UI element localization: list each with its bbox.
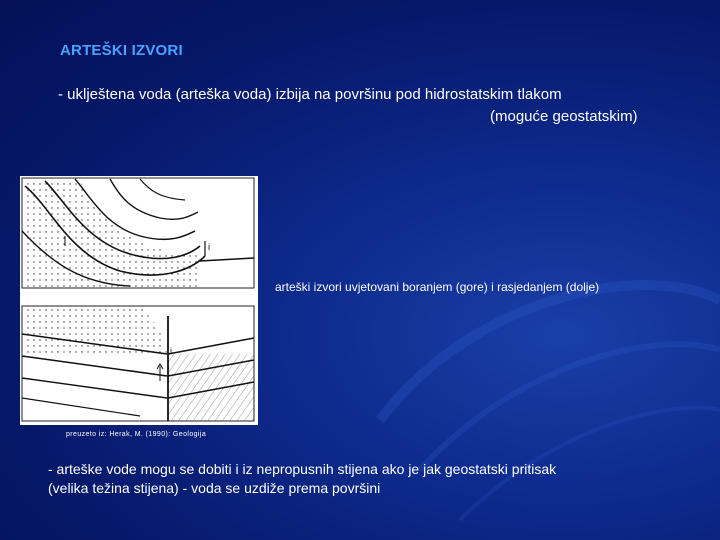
artesian-springs-diagram [20, 176, 258, 425]
svg-text:i: i [170, 346, 172, 356]
figure-caption: arteški izvori uvjetovani boranjem (gore) i rasjedanjem (dolje) [275, 280, 600, 294]
bottom-paragraph [48, 460, 688, 498]
intro-text-line1: - uklještena voda (arteška voda) izbija na površinu pod hidrostatskim tlakom [58, 86, 562, 103]
intro-text-line2: (moguće geostatskim) [490, 108, 638, 125]
bottom-text-line1: - arteške vode mogu se dobiti i iz nepropusnih stijena ako je jak geostatski pritisak [48, 461, 557, 477]
fold-panel [22, 178, 254, 288]
slide-title: ARTEŠKI IZVORI [60, 42, 183, 59]
geology-figure [20, 176, 258, 425]
bottom-text-line2: (velika težina stijena) - voda se uzdiže prema površini [48, 480, 381, 496]
svg-text:i: i [208, 242, 210, 252]
source-note: preuzeto iz: Herak, M. (1990): Geologija [66, 431, 207, 438]
fault-panel [22, 306, 254, 421]
